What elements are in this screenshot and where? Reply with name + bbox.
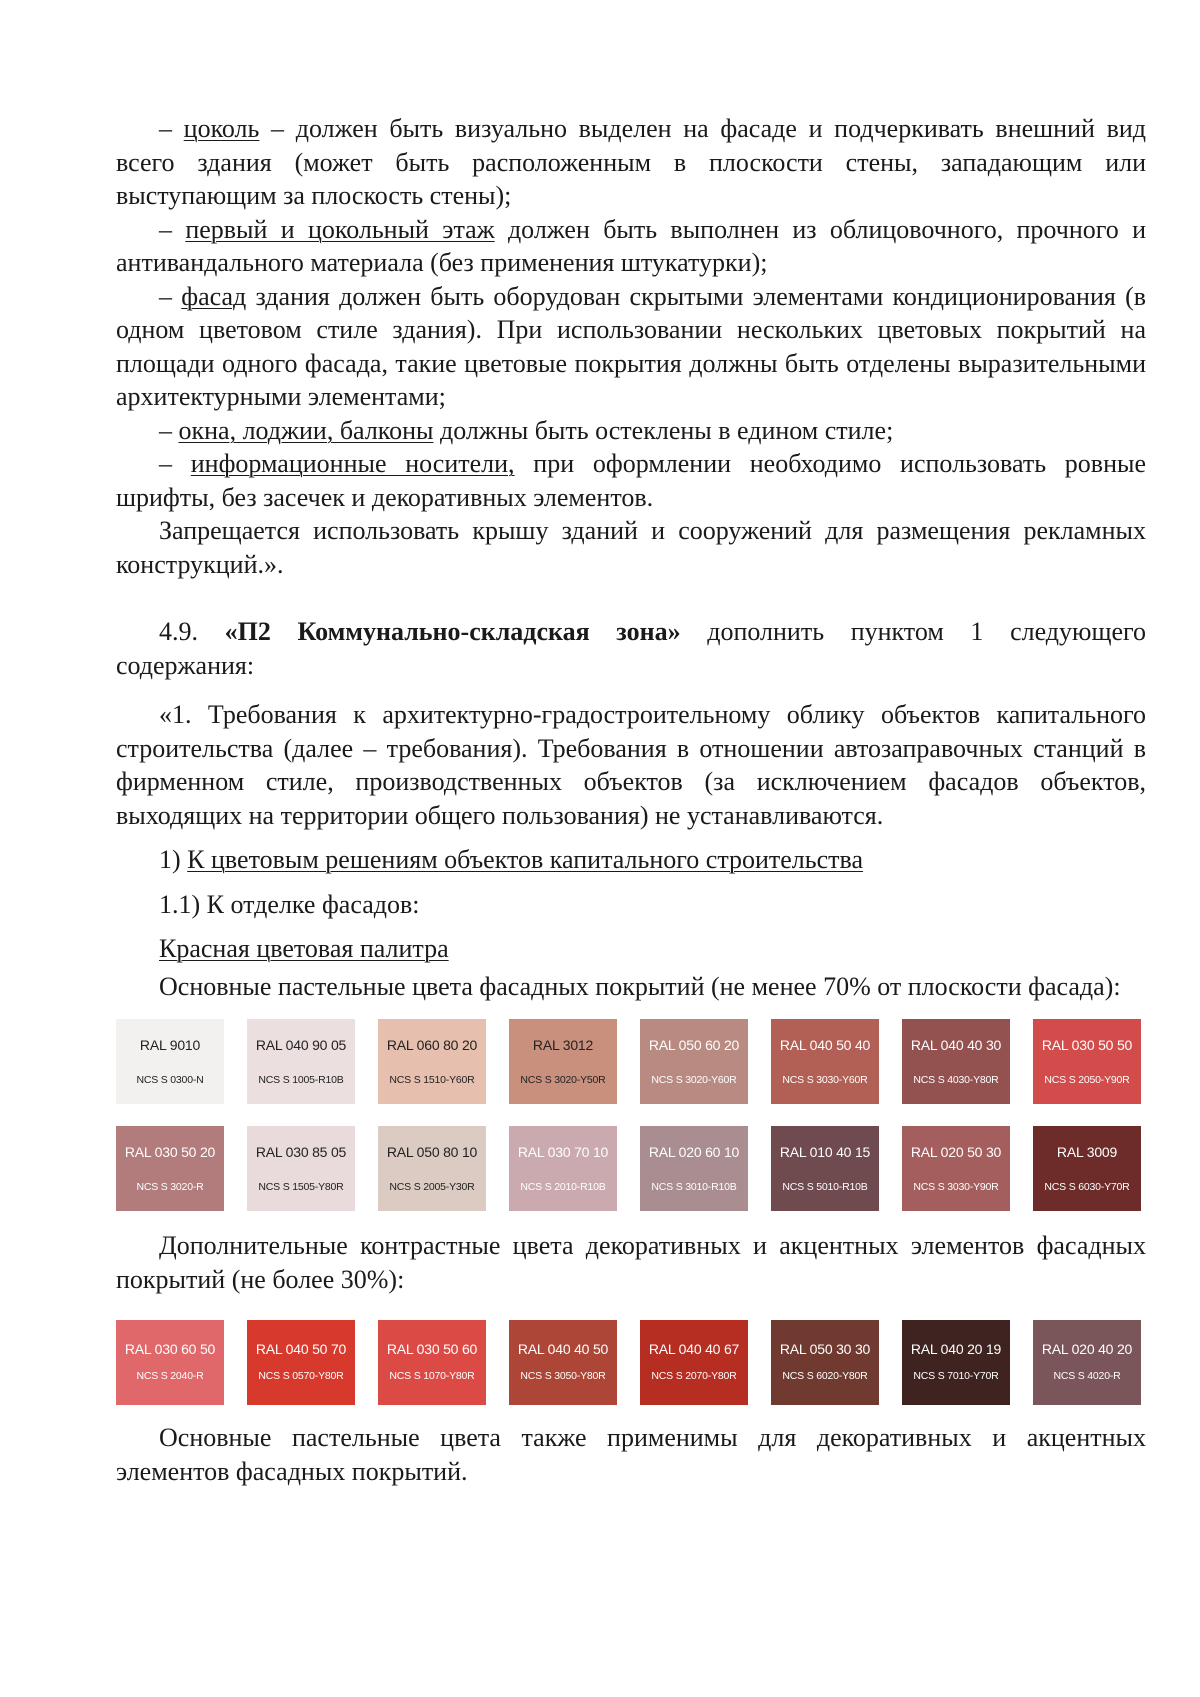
- swatch-ral-code: RAL 030 50 60: [386, 1341, 478, 1357]
- color-swatch: [902, 1320, 1010, 1405]
- swatch-ncs-code: NCS S 4030-Y80R: [913, 1074, 999, 1086]
- paragraph-info-carriers: [116, 447, 1146, 514]
- paragraph-pastel-note: Основные пастельные цвета также применимы для декоративных и акцентных элементов фасадных покрытий.: [116, 1423, 1146, 1486]
- paragraph-facade: [116, 280, 1146, 414]
- list-dash: –: [159, 449, 191, 478]
- swatch-ncs-code: NCS S 3020-R: [136, 1181, 204, 1193]
- paragraph-text: здания должен быть оборудован скрытыми элементами кондиционирования (в одном цветовом стиле здания). При использовании нескольких цветовых покрытий на площади одного фасада, такие цветовые покрытия должны быть отделены выразительными архитектурными элементами;: [116, 281, 1146, 411]
- swatch-ncs-code: NCS S 2010-R10B: [520, 1181, 606, 1193]
- swatch-ncs-code: NCS S 3020-Y50R: [520, 1074, 606, 1086]
- list-dash: –: [159, 214, 186, 244]
- swatch-ral-code: RAL 020 60 10: [648, 1144, 740, 1160]
- swatch-ral-code: RAL 030 60 50: [124, 1341, 216, 1357]
- color-swatch: [640, 1126, 748, 1211]
- swatch-ncs-code: NCS S 2070-Y80R: [651, 1370, 737, 1382]
- swatch-ncs-code: NCS S 3010-R10B: [651, 1181, 737, 1193]
- swatch-ral-code: RAL 030 50 20: [124, 1144, 216, 1160]
- swatch-ral-code: RAL 040 20 19: [910, 1341, 1002, 1357]
- paragraph-text: – должен быть визуально выделен на фасаде и подчеркивать внешний вид всего здания (может быть расположенным в плоскости стены, западающим или выступающим за плоскость стены);: [116, 114, 1147, 210]
- swatch-ral-code: RAL 040 40 67: [648, 1341, 740, 1357]
- paragraph-requirements: «1. Требования к архитектурно-градостроительному облику объектов капитального строительства (далее – требования). Требования в отношении автозаправочных станций в фирменном стиле, производственных объектов (за исключением фасадов объектов, выходящих на территории общего пользования) не устанавливаются.: [116, 700, 1146, 830]
- swatch-ral-code: RAL 040 90 05: [255, 1037, 347, 1053]
- swatch-ncs-code: NCS S 3030-Y60R: [782, 1074, 868, 1086]
- paragraph-text: должен быть выполнен из облицовочного, прочного и антивандального материала (без применения штукатурки);: [116, 214, 1146, 277]
- color-swatch: [771, 1019, 879, 1104]
- paragraph-ground-floor: [116, 213, 1146, 280]
- color-swatch: [247, 1320, 355, 1405]
- paragraph-text: дополнить пунктом 1 следующего содержания:: [116, 617, 1147, 680]
- color-swatch: [1033, 1019, 1141, 1104]
- swatch-ncs-code: NCS S 5010-R10B: [782, 1181, 868, 1193]
- swatch-ral-code: RAL 040 40 30: [910, 1037, 1002, 1053]
- swatch-ncs-code: NCS S 7010-Y70R: [913, 1370, 999, 1382]
- color-swatch: [378, 1320, 486, 1405]
- swatch-ncs-code: NCS S 1070-Y80R: [389, 1370, 475, 1382]
- swatch-ral-code: RAL 010 40 15: [779, 1144, 871, 1160]
- paragraph-red-palette: [116, 932, 1146, 966]
- paragraph-plinth: [116, 112, 1146, 213]
- color-swatch: [902, 1019, 1010, 1104]
- list-dash: –: [159, 415, 179, 445]
- swatch-ral-code: RAL 3009: [1056, 1144, 1118, 1160]
- swatch-ncs-code: NCS S 6030-Y70R: [1044, 1181, 1130, 1193]
- color-solutions-heading: К цветовым решениям объектов капитального строительства: [187, 845, 864, 874]
- paragraph-text: при оформлении необходимо использовать ровные шрифты, без засечек и декоративных элементов.: [116, 449, 1146, 512]
- swatch-ral-code: RAL 030 70 10: [517, 1144, 609, 1160]
- color-swatch: [640, 1320, 748, 1405]
- swatch-ral-code: RAL 040 40 50: [517, 1341, 609, 1357]
- term-ground-floor: первый и цокольный этаж: [185, 214, 495, 244]
- swatch-ncs-code: NCS S 3030-Y90R: [913, 1181, 999, 1193]
- swatch-ncs-code: NCS S 1510-Y60R: [389, 1074, 475, 1086]
- paragraph-text: должны быть остеклены в едином стиле;: [433, 415, 894, 445]
- term-plinth: цоколь: [183, 114, 260, 143]
- swatch-ncs-code: NCS S 2040-R: [136, 1370, 204, 1382]
- swatch-ncs-code: NCS S 2050-Y90R: [1044, 1074, 1130, 1086]
- swatch-ncs-code: NCS S 6020-Y80R: [782, 1370, 868, 1382]
- color-swatch: [640, 1019, 748, 1104]
- color-swatch: [902, 1126, 1010, 1211]
- paragraph-accent-colors: Дополнительные контрастные цвета декоративных и акцентных элементов фасадных покрытий (не более 30%):: [116, 1231, 1146, 1294]
- swatch-ral-code: RAL 050 30 30: [779, 1341, 871, 1357]
- swatch-ncs-code: NCS S 1505-Y80R: [258, 1181, 344, 1193]
- color-swatch: [771, 1126, 879, 1211]
- color-swatch: [771, 1320, 879, 1405]
- list-dash: –: [159, 114, 184, 143]
- swatch-ncs-code: NCS S 0570-Y80R: [258, 1370, 344, 1382]
- paragraph-color-solutions: [116, 843, 1146, 877]
- swatch-ncs-code: NCS S 3050-Y80R: [520, 1370, 606, 1382]
- color-swatch: [116, 1320, 224, 1405]
- swatch-ral-code: RAL 3012: [532, 1037, 594, 1053]
- color-swatch: [509, 1019, 617, 1104]
- term-facade: фасад: [181, 281, 247, 311]
- paragraph-roof-ban: Запрещается использовать крышу зданий и сооружений для размещения рекламных конструкций.».: [116, 516, 1146, 579]
- swatch-ral-code: RAL 040 50 70: [255, 1341, 347, 1357]
- swatch-ral-code: RAL 030 85 05: [255, 1144, 347, 1160]
- color-swatch: [116, 1126, 224, 1211]
- swatch-ral-code: RAL 020 50 30: [910, 1144, 1002, 1160]
- paragraph-main-colors: Основные пастельные цвета фасадных покрытий (не менее 70% от плоскости фасада):: [159, 971, 1121, 1001]
- paragraph-facade-finish: 1.1) К отделке фасадов:: [159, 889, 420, 919]
- swatch-ncs-code: NCS S 1005-R10B: [258, 1074, 344, 1086]
- zone-title: «П2 Коммунально-складская зона»: [224, 617, 681, 646]
- color-swatch: [378, 1019, 486, 1104]
- paragraph-section-4-9: [116, 615, 1146, 682]
- swatch-ncs-code: NCS S 0300-N: [136, 1074, 204, 1086]
- red-palette-heading: Красная цветовая палитра: [159, 934, 449, 963]
- swatch-ral-code: RAL 060 80 20: [386, 1037, 478, 1053]
- color-swatch: [509, 1320, 617, 1405]
- color-swatch: [116, 1019, 224, 1104]
- palette-main-row-1: [116, 1019, 1146, 1104]
- swatch-ncs-code: NCS S 3020-Y60R: [651, 1074, 737, 1086]
- color-swatch: [1033, 1126, 1141, 1211]
- document-page: [116, 112, 1146, 1488]
- palette-main-row-2: [116, 1126, 1146, 1211]
- swatch-ncs-code: NCS S 4020-R: [1053, 1370, 1121, 1382]
- swatch-ral-code: RAL 020 40 20: [1041, 1341, 1133, 1357]
- color-swatch: [247, 1126, 355, 1211]
- list-dash: –: [159, 281, 182, 311]
- color-swatch: [247, 1019, 355, 1104]
- paragraph-windows: [116, 414, 1146, 448]
- section-number: 4.9.: [159, 617, 225, 646]
- swatch-ral-code: RAL 030 50 50: [1041, 1037, 1133, 1053]
- palette-accent: [116, 1320, 1146, 1405]
- color-swatch: [378, 1126, 486, 1211]
- swatch-ral-code: RAL 050 80 10: [386, 1144, 478, 1160]
- term-info-carriers: информационные носители,: [190, 449, 515, 478]
- swatch-ncs-code: NCS S 2005-Y30R: [389, 1181, 475, 1193]
- color-swatch: [1033, 1320, 1141, 1405]
- color-swatch: [509, 1126, 617, 1211]
- swatch-ral-code: RAL 040 50 40: [779, 1037, 871, 1053]
- term-windows: окна, лоджии, балконы: [178, 415, 434, 445]
- item-number: 1): [159, 845, 188, 874]
- swatch-ral-code: RAL 9010: [139, 1037, 201, 1053]
- swatch-ral-code: RAL 050 60 20: [648, 1037, 740, 1053]
